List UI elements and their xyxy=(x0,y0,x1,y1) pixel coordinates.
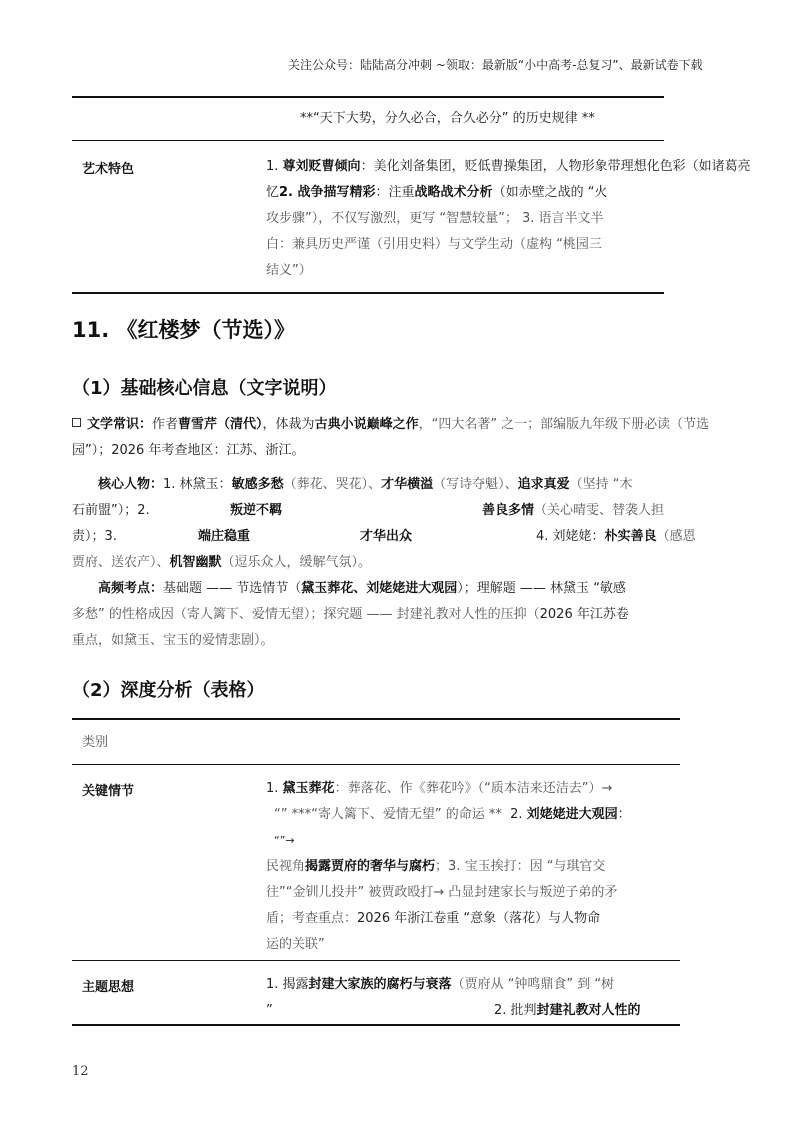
page-number: 12 xyxy=(72,1064,89,1079)
analysis-table-bottom-rule xyxy=(72,1024,680,1026)
art-features-cell xyxy=(266,154,800,284)
section-title: 11. 《红楼梦（节选）》 xyxy=(72,318,296,342)
plot-line-1: 1. 黛玉葬花：葬落花、作《葬花吟》（“质本洁来还洁去”）→ xyxy=(266,781,613,796)
literary-line-1: 文学常识：作者曹雪芹（清代），体裁为古典小说巅峰之作，“四大名著” 之一；部编版九年级下册必读（节选 xyxy=(72,412,800,438)
square-bullet-icon xyxy=(72,418,81,427)
characters-line-2: 石前盟”）；2. 叛逆不羁 善良多情（关心晴雯、替袭人担 xyxy=(72,503,665,518)
hf-line-1: 高频考点：基础题 —— 节选情节（黛玉葬花、刘姥姥进大观园）；理解题 —— 林黛玉 “敏感 xyxy=(98,581,626,596)
plot-line-3: “”→ xyxy=(274,834,295,847)
plot-line-5: 往”“金钏儿投井” 被贾政殴打→ 凸显封建家长与叛逆子弟的矛 xyxy=(266,885,618,900)
literary-knowledge-paragraph xyxy=(72,412,800,464)
art-line-3: 攻步骤”），不仅写激烈，更写 “智慧较量”； 3. 语言半文半 xyxy=(266,211,604,226)
art-line-2: 忆2. 战争描写精彩：注重战略战术分析（如赤壁之战的 “火 xyxy=(266,185,608,200)
subsection-deep-analysis: （2）深度分析（表格） xyxy=(72,680,265,701)
literary-line-2: 园”）；2026 年考查地区：江苏、浙江。 xyxy=(72,443,305,458)
theme-line-1: 1. 揭露封建大家族的腐朽与衰落（贾府从 “钟鸣鼎食” 到 “树 xyxy=(266,977,615,992)
table-divider xyxy=(72,140,664,141)
high-frequency-points-paragraph xyxy=(72,576,800,654)
hf-line-3: 重点，如黛玉、宝玉的爱情悲剧）。 xyxy=(72,633,274,648)
table-top-rule xyxy=(72,96,664,98)
art-line-1: 1. 尊刘贬曹倾向：美化刘备集团，贬低曹操集团，人物形象带理想化色彩（如诸葛亮 xyxy=(266,159,751,174)
table-continuation-line: **“天下大势，分久必合，合久必分” 的历史规律 ** xyxy=(300,111,595,126)
characters-line-4: 贾府、送农产）、机智幽默（逗乐众人，缓解气氛）。 xyxy=(72,555,372,570)
table-bottom-rule xyxy=(72,292,664,294)
art-line-4: 白：兼具历史严谨（引用史料）与文学生动（虚构 “桃园三 xyxy=(266,237,602,252)
table-header-category: 类别 xyxy=(82,735,109,750)
theme-label: 主题思想 xyxy=(82,980,135,995)
characters-line-3: 责）；3. 端庄稳重 才华出众 4. 刘姥姥：朴实善良（感恩 xyxy=(72,529,696,544)
analysis-table-top-rule xyxy=(72,718,680,720)
characters-line-1: 核心人物：1. 林黛玉：敏感多愁（葬花、哭花）、才华横溢（写诗夺魁）、追求真爱（坚持 “木 xyxy=(98,477,633,492)
plot-line-7: 运的关联” xyxy=(266,937,325,952)
key-plot-cell xyxy=(266,776,686,958)
plot-line-2: “” ***“寄人篱下、爱情无望” 的命运 ** 2. 刘姥姥进大观园： xyxy=(274,807,631,822)
analysis-table-header-rule xyxy=(72,764,680,765)
theme-cell xyxy=(266,972,686,1024)
subsection-basic-info: （1）基础核心信息（文字说明） xyxy=(72,378,337,399)
plot-line-6: 盾；考查重点：2026 年浙江卷重 “意象（落花）与人物命 xyxy=(266,911,601,926)
core-characters-paragraph xyxy=(72,472,800,576)
art-line-5: 结义”） xyxy=(266,263,312,278)
key-plot-label: 关键情节 xyxy=(82,784,135,799)
analysis-table-row-rule xyxy=(72,960,680,961)
theme-line-2: ” 2. 批判封建礼教对人性的 xyxy=(266,1003,641,1018)
plot-line-4: 民视角揭露贾府的奢华与腐朽；3. 宝玉挨打：因 “与琪官交 xyxy=(266,859,606,874)
art-features-label: 艺术特色 xyxy=(82,162,135,177)
hf-line-2: 多愁” 的性格成因（寄人篱下、爱情无望）；探究题 —— 封建礼教对人性的压抑（2026 年江苏卷 xyxy=(72,607,629,622)
header-promo-note: 关注公众号：陆陆高分冲刺 ~领取：最新版“小中高考-总复习”、最新试卷下载 xyxy=(288,58,703,72)
